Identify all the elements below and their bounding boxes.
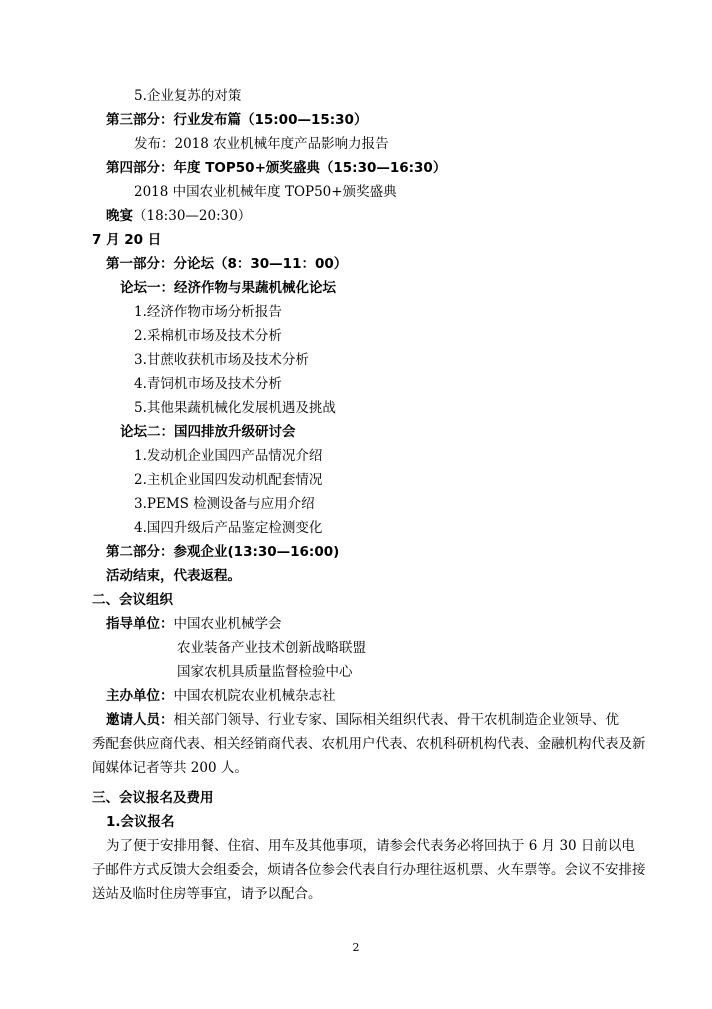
host-unit [106,684,336,708]
guide-label: 指导单位： [106,616,174,632]
agenda-item: 发布：2018 农业机械年度产品影响力报告 [134,136,389,152]
banquet-time: （18:30—20:30） [133,208,252,224]
banquet-label: 晚宴 [106,208,133,224]
part-title: 分论坛（8：30—11：00） [173,256,348,272]
section-heading-part4 [106,156,446,180]
part-title: 参观企业(13:30—16:00) [173,544,340,560]
forum-1-title: 论坛一：经济作物与果蔬机械化论坛 [120,280,336,296]
registration-line-3: 送站及临时住房等事宜，请予以配合。 [92,886,322,902]
registration-line-2: 子邮件方式反馈大会组委会，烦请各位参会代表自行办理往返机票、火车票等。会议不安排接 [92,862,646,878]
guide-unit: 国家农机具质量监督检验中心 [177,664,353,680]
forum-1-item: 4.青饲机市场及技术分析 [134,376,282,392]
forum-1-item: 3.甘蔗收获机市场及技术分析 [134,352,309,368]
date-heading: 7 月 20 日 [92,232,162,248]
banquet-line [106,204,251,228]
invite-label: 邀请人员： [106,712,174,728]
section-heading-part2 [106,540,339,564]
part-title: 年度 TOP50+颁奖盛典（15:30—16:30） [173,160,447,176]
invite-line-1 [106,708,619,732]
event-end: 活动结束，代表返程。 [106,568,241,584]
part-label: 第三部分： [106,112,174,128]
forum-2-item: 4.国四升级后产品鉴定检测变化 [134,520,323,536]
agenda-item: 2018 中国农业机械年度 TOP50+颁奖盛典 [134,184,397,200]
invite-text: 相关部门领导、行业专家、国际相关组织代表、骨干农机制造企业领导、优 [173,712,619,728]
section-2-heading: 二、会议组织 [92,592,173,608]
forum-1-item: 2.采棉机市场及技术分析 [134,328,282,344]
forum-2-item: 1.发动机企业国四产品情况介绍 [134,448,323,464]
forum-2-title: 论坛二：国四排放升级研讨会 [120,424,296,440]
section-heading-part3 [106,108,367,132]
guide-units [106,612,282,636]
part-label: 第四部分： [106,160,174,176]
forum-1-item: 5.其他果蔬机械化发展机遇及挑战 [134,400,336,416]
subsection-heading: 1.会议报名 [106,814,175,830]
host-value: 中国农机院农业机械杂志社 [173,688,336,704]
section-3-heading: 三、会议报名及费用 [92,790,214,806]
invite-line-3: 闻媒体记者等共 200 人。 [92,760,248,776]
page-number: 2 [352,941,360,954]
part-label: 第二部分： [106,544,174,560]
invite-line-2: 秀配套供应商代表、相关经销商代表、农机用户代表、农机科研机构代表、金融机构代表及新 [92,736,646,752]
host-label: 主办单位： [106,688,174,704]
forum-2-item: 2.主机企业国四发动机配套情况 [134,472,323,488]
guide-unit: 中国农业机械学会 [173,616,282,632]
agenda-item: 5.企业复苏的对策 [134,88,242,104]
part-title: 行业发布篇（15:00—15:30） [173,112,368,128]
section-heading-part1 [106,252,347,276]
forum-1-item: 1.经济作物市场分析报告 [134,304,282,320]
part-label: 第一部分： [106,256,174,272]
forum-2-item: 3.PEMS 检测设备与应用介绍 [134,496,315,512]
guide-unit: 农业装备产业技术创新战略联盟 [177,640,366,656]
registration-line-1: 为了便于安排用餐、住宿、用车及其他事项，请参会代表务必将回执于 6 月 30 日前以电 [106,838,635,854]
